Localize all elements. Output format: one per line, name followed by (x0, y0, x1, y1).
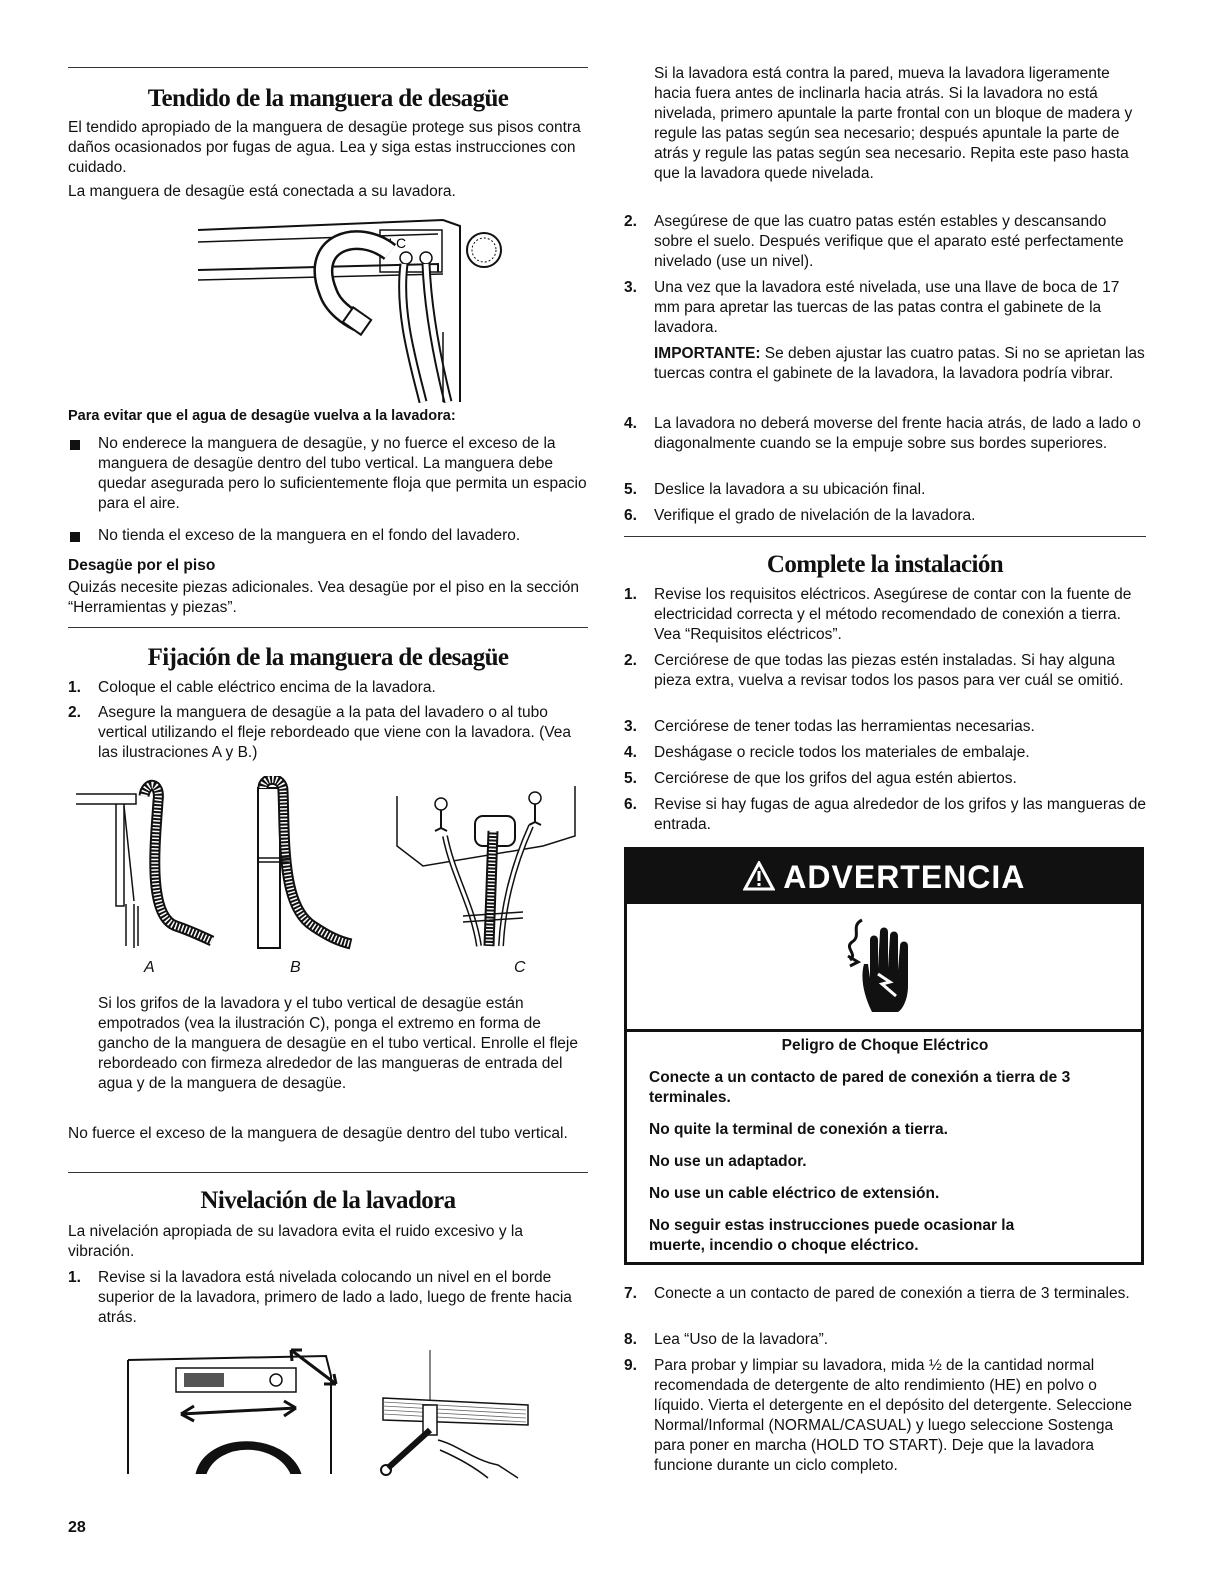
hot-cold-marking: H C (382, 235, 407, 251)
section-title-drain-routing: Tendido de la manguera de desagüe (147, 85, 509, 112)
warning-line: No use un adaptador. (649, 1153, 807, 1170)
illustration-c (393, 776, 578, 954)
illustration-b (253, 776, 353, 954)
divider (68, 67, 588, 68)
bullet-item: No tienda el exceso de la manguera en el fondo del lavadero. (68, 526, 588, 546)
step-item: 3. Una vez que la lavadora esté nivelada, use una llave de boca de 17 mm para apretar las tuercas de las patas contra el gabinete de la lavadora. (624, 279, 1120, 336)
step-item: 9. Para probar y limpiar su lavadora, mida ½ de la cantidad normal recomendada de detergente de alto rendimiento (HE) en polvo o líquido. Vierta el detergente en el depósito del detergente. Seleccione Normal/Informal (NORMAL/CASUAL) y luego seleccione Sostenga para poner en marcha (HOLD TO START). Deje que la lavadora funcione durante un ciclo completo. (624, 1357, 1132, 1474)
bullet-icon (70, 440, 80, 450)
step-item: 1. Coloque el cable eléctrico encima de la lavadora. (68, 679, 436, 696)
divider (624, 536, 1146, 537)
step-item: 6. Verifique el grado de nivelación de la lavadora. (624, 507, 976, 524)
section-title-drain-attach: Fijación de la manguera de desagüe (147, 644, 509, 671)
warning-line: No quite la terminal de conexión a tierra. (649, 1121, 948, 1138)
paragraph: Si la lavadora está contra la pared, mueva la lavadora ligeramente hacia fuera antes de inclinarla hacia atrás. Si la lavadora no está nivelada, primero apuntale la parte frontal con un bloque de madera y regule las patas según sea necesario; después apuntale la parte de atrás y regule las patas según sea necesario. Repita este paso hasta que la lavadora quede nivelada. (654, 65, 1133, 182)
step-item: 4. La lavadora no deberá moverse del frente hacia atrás, de lado a lado o diagonalmente cuando se la empuje sobre sus bordes superiores. (624, 415, 1141, 452)
warning-line: No use un cable eléctrico de extensión. (649, 1185, 940, 1202)
paragraph: La manguera de desagüe está conectada a su lavadora. (68, 183, 456, 200)
warning-title: ADVERTENCIA (783, 859, 1026, 895)
paragraph: Si los grifos de la lavadora y el tubo vertical de desagüe están empotrados (vea la ilustración C), ponga el extremo en forma de gancho de la manguera de desagüe en el tubo vertical. Enrolle el fleje rebordeado con firmeza alrededor de las mangueras de entrada del agua y de la manguera de desagüe. (98, 995, 578, 1092)
paragraph: Quizás necesite piezas adicionales. Vea desagüe por el piso en la sección “Herramientas y piezas”. (68, 579, 579, 616)
step-item: 4. Deshágase o recicle todos los materiales de embalaje. (624, 744, 1030, 761)
prevent-backflow-heading: Para evitar que el agua de desagüe vuelva a la lavadora: (68, 408, 456, 424)
page-number: 28 (68, 1519, 86, 1536)
illustration-a (76, 776, 216, 954)
figure-label-a: A (144, 959, 155, 976)
important-note: IMPORTANTE: Se deben ajustar las cuatro patas. Si no se aprietan las tuercas contra el gabinete de la lavadora, la lavadora podría vibrar. (654, 345, 1145, 382)
step-item: 2. Asegure la manguera de desagüe a la pata del lavadero o al tubo vertical utilizando el fleje rebordeado que viene con la lavadora. (Vea las ilustraciones A y B.) (68, 704, 572, 761)
step-item: 3. Cerciórese de tener todas las herramientas necesarias. (624, 718, 1035, 735)
electric-shock-hand-icon (842, 916, 922, 1016)
warning-icon-area (627, 904, 1141, 1032)
step-item: 2. Asegúrese de que las cuatro patas estén estables y descansando sobre el suelo. Después verifique que el aparato esté perfectamente nivelado (use un nivel). (624, 213, 1124, 270)
warning-header (627, 850, 1141, 904)
step-item: 2. Cerciórese de que todas las piezas estén instaladas. Si hay alguna pieza extra, vuelva a revisar todos los pasos para ver cuál se omitió. (624, 652, 1124, 689)
divider (68, 627, 588, 628)
paragraph: El tendido apropiado de la manguera de desagüe protege sus pisos contra daños ocasionados por fugas de agua. Lea y siga estas instrucciones con cuidado. (68, 119, 581, 176)
step-item: 5. Cerciórese de que los grifos del agua estén abiertos. (624, 770, 1017, 787)
washer-level-illustration (126, 1346, 338, 1476)
section-title-leveling: Nivelación de la lavadora (200, 1187, 456, 1214)
divider (68, 1172, 588, 1173)
floor-drain-heading: Desagüe por el piso (68, 557, 216, 574)
washer-back-hoses-illustration (198, 212, 528, 404)
bullet-icon (70, 532, 80, 542)
section-title-complete: Complete la instalación (766, 551, 1004, 578)
step-item: 7. Conecte a un contacto de pared de conexión a tierra de 3 terminales. (624, 1285, 1130, 1302)
paragraph: No fuerce el exceso de la manguera de desagüe dentro del tubo vertical. (68, 1125, 568, 1142)
step-item: 1. Revise si la lavadora está nivelada colocando un nivel en el borde superior de la lavadora, primero de lado a lado, luego de frente hacia atrás. (68, 1269, 572, 1326)
figure-label-b: B (290, 959, 301, 976)
figure-label-c: C (514, 959, 526, 976)
warning-line: No seguir estas instrucciones puede ocasionar la muerte, incendio o choque eléctrico. (649, 1217, 1015, 1254)
step-item: 1. Revise los requisitos eléctricos. Asegúrese de contar con la fuente de electricidad correcta y el método recomendado de conexión a tierra. Vea “Requisitos eléctricos”. (624, 586, 1132, 643)
warning-hazard-title: Peligro de Choque Eléctrico (781, 1037, 989, 1054)
wrench-leg-illustration (378, 1350, 538, 1480)
warning-line: Conecte a un contacto de pared de conexión a tierra de 3 terminales. (649, 1069, 1071, 1106)
warning-box (624, 847, 1144, 1265)
step-item: 5. Deslice la lavadora a su ubicación final. (624, 481, 926, 498)
step-item: 6. Revise si hay fugas de agua alrededor de los grifos y las mangueras de entrada. (624, 796, 1146, 833)
step-item: 8. Lea “Uso de la lavadora”. (624, 1331, 829, 1348)
bullet-item: No enderece la manguera de desagüe, y no fuerce el exceso de la manguera de desagüe dentro del tubo vertical. La manguera debe quedar asegurada pero lo suficientemente floja que permita un espacio para el aire. (68, 434, 588, 514)
paragraph: La nivelación apropiada de su lavadora evita el ruido excesivo y la vibración. (68, 1223, 523, 1260)
warning-triangle-icon (743, 861, 775, 891)
